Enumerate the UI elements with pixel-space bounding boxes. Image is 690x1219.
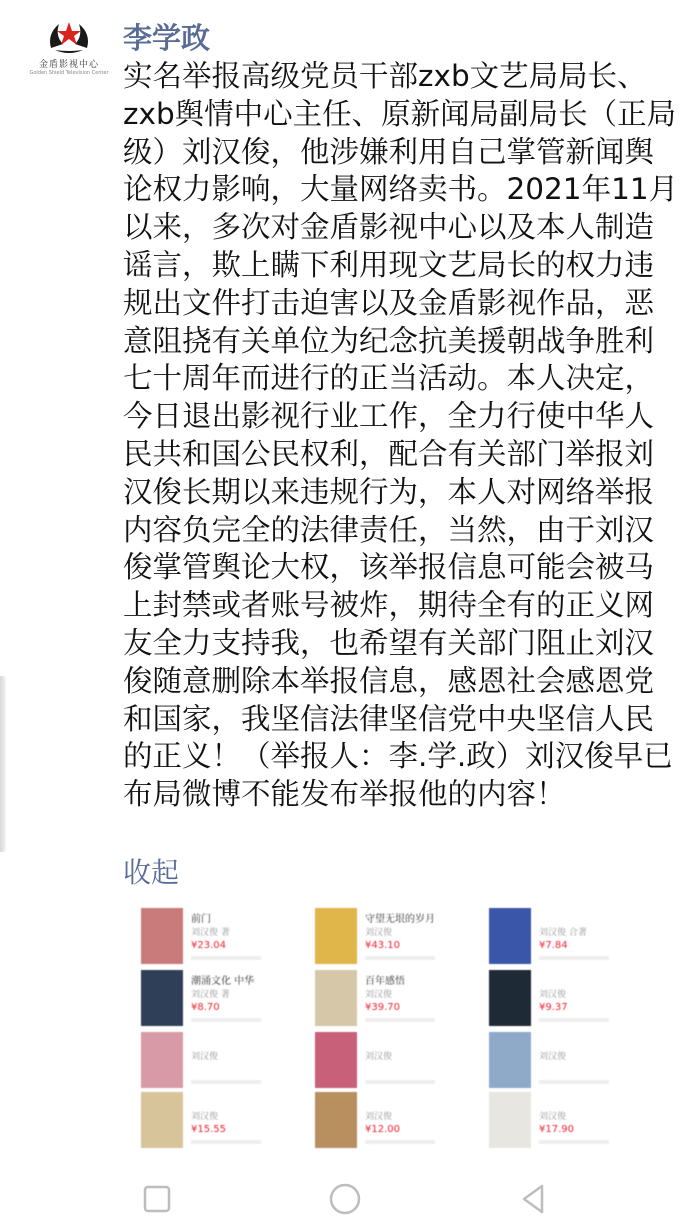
post-line: 级）刘汉俊，他涉嫌利用自己掌管新闻舆 bbox=[123, 134, 655, 169]
book-price: ¥39.70 bbox=[365, 1002, 400, 1013]
collapse-link[interactable]: 收起 bbox=[123, 856, 180, 889]
book-price: ¥15.55 bbox=[191, 1124, 226, 1135]
listing-meta-line bbox=[191, 1140, 261, 1144]
book-listing bbox=[315, 1032, 490, 1092]
listing-meta-line bbox=[365, 1018, 435, 1022]
post-line: 规出文件打击迫害以及金盾影视作品，恶 bbox=[123, 285, 655, 320]
post-line: 友全力支持我，也希望有关部门阻止刘汉 bbox=[123, 625, 655, 660]
listing-meta-line bbox=[365, 1140, 435, 1144]
book-author: 刘汉俊 bbox=[539, 990, 567, 1000]
book-author: 刘汉俊 bbox=[365, 1052, 393, 1062]
book-title: 前门 bbox=[191, 914, 211, 925]
book-listing bbox=[489, 1032, 664, 1092]
post-line: 俊随意删除本举报信息，感恩社会感恩党 bbox=[123, 663, 655, 698]
listing-meta-line bbox=[539, 1080, 609, 1084]
post-line: 论权力影响，大量网络卖书。2021年11月 bbox=[123, 172, 679, 207]
book-cover bbox=[489, 1092, 531, 1148]
book-cover bbox=[315, 908, 357, 964]
book-listing bbox=[489, 908, 664, 968]
book-cover bbox=[141, 908, 183, 964]
post-line: 的正义！（举报人：李.学.政）刘汉俊早已 bbox=[123, 739, 673, 774]
back-triangle-icon[interactable] bbox=[516, 1182, 550, 1216]
book-cover bbox=[489, 908, 531, 964]
book-cover bbox=[315, 1032, 357, 1088]
book-listing bbox=[489, 970, 664, 1030]
book-price: ¥23.04 bbox=[191, 940, 226, 951]
post-line: 汉俊长期以来违规行为，本人对网络举报 bbox=[123, 474, 655, 509]
post-line: 意阻挠有关单位为纪念抗美援朝战争胜利 bbox=[123, 323, 655, 358]
author-name[interactable]: 李学政 bbox=[123, 21, 211, 55]
listing-meta-line bbox=[539, 956, 609, 960]
logo-text-cn: 金盾影视中心 bbox=[38, 60, 99, 70]
book-price: ¥9.37 bbox=[539, 1002, 568, 1013]
navigation-bar bbox=[0, 1164, 690, 1219]
book-author: 刘汉俊 bbox=[191, 1112, 219, 1122]
post-line: 今日退出影视行业工作，全力行使中华人 bbox=[123, 399, 655, 434]
book-cover bbox=[315, 970, 357, 1026]
book-author: 刘汉俊 bbox=[365, 1112, 393, 1122]
listing-meta-line bbox=[191, 1080, 261, 1084]
listing-meta-line bbox=[539, 1018, 609, 1022]
post-line: 以来，多次对金盾影视中心以及本人制造 bbox=[123, 210, 655, 245]
book-author: 刘汉俊 著 bbox=[191, 928, 230, 938]
listing-meta-line bbox=[365, 956, 435, 960]
book-author: 刘汉俊 bbox=[365, 990, 393, 1000]
book-cover bbox=[489, 1032, 531, 1088]
post-line: 民共和国公民权利，配合有关部门举报刘 bbox=[123, 436, 655, 471]
book-cover bbox=[489, 970, 531, 1026]
book-cover bbox=[141, 1092, 183, 1148]
book-title: 潮涌文化 中华 bbox=[191, 976, 255, 987]
edge-swipe-handle[interactable] bbox=[0, 676, 6, 852]
recents-square-icon[interactable] bbox=[140, 1182, 174, 1216]
book-price: ¥7.84 bbox=[539, 940, 568, 951]
attached-screenshot[interactable] bbox=[133, 900, 667, 1156]
book-cover bbox=[315, 1092, 357, 1148]
book-listing bbox=[141, 970, 316, 1030]
book-listing bbox=[489, 1092, 664, 1152]
book-author: 刘汉俊 bbox=[365, 928, 393, 938]
post-line: 布局微博不能发布举报他的内容！ bbox=[123, 777, 566, 812]
book-price: ¥17.90 bbox=[539, 1124, 574, 1135]
book-listing bbox=[315, 970, 490, 1030]
book-listing bbox=[141, 908, 316, 968]
listing-meta-line bbox=[191, 1018, 261, 1022]
golden-shield-logo-icon bbox=[41, 14, 97, 56]
post-line: 实名举报高级党员干部zxb文艺局局长、 bbox=[123, 59, 647, 93]
listing-meta-line bbox=[365, 1080, 435, 1084]
book-cover bbox=[141, 1032, 183, 1088]
book-price: ¥43.10 bbox=[365, 940, 400, 951]
logo-text-en: Golden Shield Television Center bbox=[29, 70, 109, 76]
post-text bbox=[123, 58, 679, 814]
book-author: 刘汉俊 bbox=[539, 1052, 567, 1062]
listing-meta-line bbox=[539, 1140, 609, 1144]
book-listing bbox=[315, 1092, 490, 1152]
home-circle-icon[interactable] bbox=[328, 1182, 362, 1216]
post-line: zxb舆情中心主任、原新闻局副局长（正局 bbox=[123, 96, 677, 131]
book-price: ¥8.70 bbox=[191, 1002, 220, 1013]
book-cover bbox=[141, 970, 183, 1026]
book-author: 刘汉俊 bbox=[539, 1112, 567, 1122]
book-author: 刘汉俊 著 bbox=[191, 990, 230, 1000]
post-line: 上封禁或者账号被炸，期待全有的正义网 bbox=[123, 588, 655, 623]
post-line: 谣言，欺上瞒下利用现文艺局长的权力违 bbox=[123, 247, 655, 282]
listing-meta-line bbox=[191, 956, 261, 960]
book-author: 刘汉俊 bbox=[191, 1052, 219, 1062]
book-title: 百年感悟 bbox=[365, 976, 405, 987]
avatar[interactable] bbox=[28, 14, 110, 80]
book-author: 刘汉俊 合著 bbox=[539, 928, 587, 938]
book-title: 守望无垠的岁月 bbox=[365, 914, 435, 925]
post-line: 七十周年而进行的正当活动。本人决定， bbox=[123, 361, 655, 396]
book-price: ¥12.00 bbox=[365, 1124, 400, 1135]
book-listing bbox=[141, 1092, 316, 1152]
book-listing bbox=[141, 1032, 316, 1092]
post-line: 内容负完全的法律责任，当然，由于刘汉 bbox=[123, 512, 655, 547]
book-listing bbox=[315, 908, 490, 968]
post-line: 俊掌管舆论大权，该举报信息可能会被马 bbox=[123, 550, 655, 585]
post-line: 和国家，我坚信法律坚信党中央坚信人民 bbox=[123, 701, 655, 736]
